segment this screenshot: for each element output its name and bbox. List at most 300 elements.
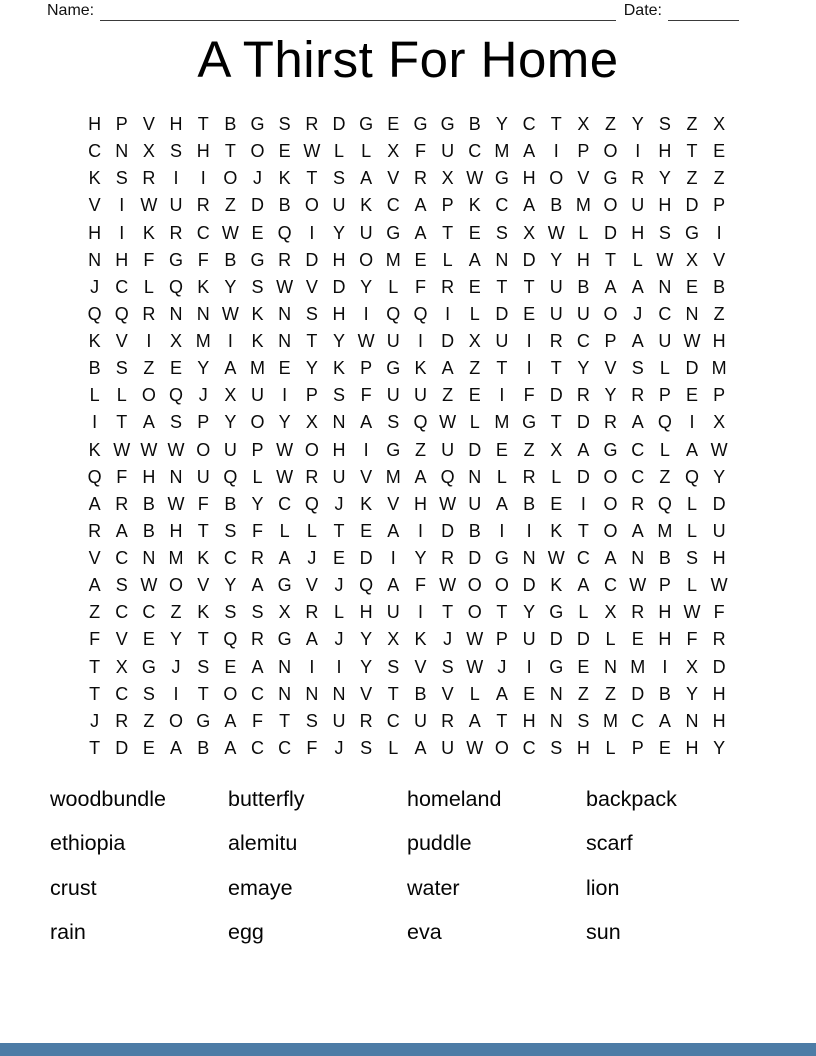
grid-letter: U xyxy=(169,195,183,216)
grid-letter: S xyxy=(197,656,210,677)
grid-letter: Z xyxy=(686,168,698,189)
grid-letter: G xyxy=(413,114,428,135)
grid-letter: T xyxy=(306,168,318,189)
grid-letter: U xyxy=(413,385,427,406)
grid-letter: C xyxy=(115,276,129,297)
grid-letter: N xyxy=(332,683,346,704)
grid-letter: K xyxy=(251,303,264,324)
grid-letter: W xyxy=(466,168,484,189)
grid-letter: S xyxy=(278,114,291,135)
grid-letter: W xyxy=(357,331,375,352)
name-label: Name: xyxy=(47,2,95,19)
grid-letter: W xyxy=(276,439,294,460)
grid-letter: O xyxy=(603,141,618,162)
grid-letter: H xyxy=(631,222,645,243)
grid-letter: L xyxy=(551,466,562,487)
grid-letter: G xyxy=(522,412,537,433)
grid-letter: W xyxy=(466,737,484,758)
grid-letter: S xyxy=(170,141,183,162)
grid-letter: O xyxy=(494,737,509,758)
grid-letter: J xyxy=(334,737,344,758)
grid-letter: S xyxy=(170,412,183,433)
grid-letter: H xyxy=(332,439,346,460)
grid-letter: I xyxy=(227,331,233,352)
grid-letter: H xyxy=(685,737,699,758)
grid-letter: A xyxy=(631,331,644,352)
grid-letter: V xyxy=(441,683,454,704)
grid-letter: Y xyxy=(278,412,291,433)
grid-letter: C xyxy=(251,737,265,758)
grid-letter: N xyxy=(332,412,346,433)
grid-letter: B xyxy=(550,195,563,216)
grid-letter: S xyxy=(387,412,400,433)
grid-letter: C xyxy=(631,466,645,487)
grid-letter: O xyxy=(223,683,238,704)
grid-letter: W xyxy=(221,222,239,243)
grid-letter: R xyxy=(413,168,427,189)
grid-letter: E xyxy=(170,358,183,379)
grid-letter: F xyxy=(143,249,155,270)
grid-letter: E xyxy=(686,385,699,406)
grid-letter: E xyxy=(332,548,345,569)
grid-letter: N xyxy=(658,276,672,297)
grid-letter: J xyxy=(198,385,208,406)
grid-letter: R xyxy=(441,276,455,297)
grid-letter: F xyxy=(197,249,209,270)
grid-letter: N xyxy=(685,710,699,731)
grid-letter: P xyxy=(495,629,508,650)
grid-letter: T xyxy=(89,656,101,677)
word-item: alemitu xyxy=(228,831,298,856)
grid-letter: H xyxy=(712,710,726,731)
grid-letter: U xyxy=(576,303,590,324)
grid-letter: V xyxy=(88,195,101,216)
grid-letter: N xyxy=(604,656,618,677)
grid-letter: P xyxy=(604,331,617,352)
grid-letter: O xyxy=(169,710,184,731)
grid-letter: Z xyxy=(442,385,454,406)
grid-letter: L xyxy=(687,520,698,541)
grid-letter: U xyxy=(468,493,482,514)
grid-letter: A xyxy=(577,439,590,460)
grid-letter: L xyxy=(605,629,616,650)
grid-letter: Q xyxy=(277,222,292,243)
grid-letter: D xyxy=(441,331,455,352)
grid-letter: M xyxy=(630,656,646,677)
grid-letter: A xyxy=(88,493,101,514)
grid-letter: C xyxy=(88,141,102,162)
grid-letter: N xyxy=(169,303,183,324)
grid-letter: Y xyxy=(495,114,508,135)
grid-letter: R xyxy=(251,629,265,650)
grid-letter: V xyxy=(115,629,128,650)
grid-letter: L xyxy=(578,222,589,243)
grid-letter: C xyxy=(631,710,645,731)
grid-letter: R xyxy=(549,331,563,352)
grid-letter: Y xyxy=(197,358,210,379)
grid-letter: L xyxy=(659,439,670,460)
grid-letter: E xyxy=(360,520,373,541)
grid-letter: U xyxy=(495,331,509,352)
grid-letter: A xyxy=(278,548,291,569)
grid-letter: B xyxy=(523,493,536,514)
grid-letter: S xyxy=(658,114,671,135)
grid-letter: G xyxy=(603,168,618,189)
grid-letter: R xyxy=(631,493,645,514)
grid-letter: A xyxy=(523,195,536,216)
grid-letter: Y xyxy=(550,249,563,270)
grid-letter: Y xyxy=(332,331,345,352)
grid-letter: E xyxy=(468,276,481,297)
grid-letter: P xyxy=(631,737,644,758)
grid-letter: Y xyxy=(631,114,644,135)
grid-letter: C xyxy=(115,548,129,569)
grid-letter: A xyxy=(631,412,644,433)
grid-letter: Z xyxy=(577,683,589,704)
grid-letter: C xyxy=(576,548,590,569)
grid-letter: H xyxy=(115,249,129,270)
grid-letter: T xyxy=(89,737,101,758)
grid-letter: T xyxy=(550,114,562,135)
grid-letter: T xyxy=(197,683,209,704)
grid-letter: V xyxy=(115,331,128,352)
grid-letter: T xyxy=(523,276,535,297)
grid-letter: F xyxy=(686,629,698,650)
word-item: scarf xyxy=(586,831,633,856)
word-item: rain xyxy=(50,920,86,945)
grid-letter: F xyxy=(713,602,725,623)
grid-letter: A xyxy=(224,710,237,731)
grid-letter: F xyxy=(89,629,101,650)
grid-letter: D xyxy=(631,683,645,704)
grid-letter: D xyxy=(251,195,265,216)
grid-letter: A xyxy=(658,710,671,731)
letter-grid xyxy=(81,111,733,762)
grid-letter: F xyxy=(414,141,426,162)
grid-letter: Q xyxy=(359,575,374,596)
grid-letter: A xyxy=(686,439,699,460)
grid-letter: V xyxy=(305,276,318,297)
grid-letter: S xyxy=(441,656,454,677)
grid-letter: D xyxy=(549,629,563,650)
grid-letter: D xyxy=(305,249,319,270)
grid-letter: T xyxy=(333,520,345,541)
grid-letter: R xyxy=(278,249,292,270)
grid-letter: Y xyxy=(224,276,237,297)
grid-letter: A xyxy=(414,222,427,243)
grid-letter: M xyxy=(494,412,510,433)
grid-letter: A xyxy=(604,276,617,297)
grid-letter: Q xyxy=(223,466,238,487)
grid-letter: U xyxy=(251,385,265,406)
grid-letter: W xyxy=(683,331,701,352)
grid-letter: Y xyxy=(332,222,345,243)
grid-letter: D xyxy=(115,737,129,758)
grid-letter: D xyxy=(441,520,455,541)
grid-letter: G xyxy=(549,602,564,623)
grid-letter: T xyxy=(116,412,128,433)
grid-letter: E xyxy=(495,439,508,460)
grid-letter: G xyxy=(277,629,292,650)
grid-letter: R xyxy=(115,493,129,514)
grid-letter: C xyxy=(468,141,482,162)
grid-letter: L xyxy=(605,737,616,758)
grid-letter: X xyxy=(713,114,726,135)
grid-letter: V xyxy=(604,358,617,379)
grid-letter: I xyxy=(119,222,125,243)
grid-letter: H xyxy=(88,114,102,135)
grid-letter: D xyxy=(576,629,590,650)
grid-letter: D xyxy=(468,548,482,569)
grid-letter: C xyxy=(115,602,129,623)
grid-letter: H xyxy=(576,249,590,270)
date-label: Date: xyxy=(623,2,662,19)
grid-letter: D xyxy=(712,493,726,514)
grid-letter: R xyxy=(441,710,455,731)
grid-letter: S xyxy=(142,683,155,704)
grid-letter: Y xyxy=(224,412,237,433)
grid-letter: T xyxy=(197,114,209,135)
grid-letter: P xyxy=(115,114,128,135)
grid-letter: Z xyxy=(89,602,101,623)
grid-letter: Z xyxy=(659,466,671,487)
grid-letter: K xyxy=(88,168,101,189)
grid-letter: A xyxy=(88,575,101,596)
grid-letter: V xyxy=(387,493,400,514)
word-item: egg xyxy=(228,920,264,945)
grid-letter: V xyxy=(414,656,427,677)
grid-letter: T xyxy=(279,710,291,731)
word-item: puddle xyxy=(407,831,472,856)
grid-letter: R xyxy=(712,629,726,650)
grid-letter: K xyxy=(142,222,155,243)
grid-letter: E xyxy=(550,493,563,514)
grid-letter: V xyxy=(360,683,373,704)
grid-letter: B xyxy=(142,520,155,541)
grid-letter: C xyxy=(386,710,400,731)
grid-letter: K xyxy=(360,195,373,216)
grid-letter: L xyxy=(578,602,589,623)
grid-letter: L xyxy=(333,141,344,162)
grid-letter: P xyxy=(360,358,373,379)
grid-letter: H xyxy=(658,629,672,650)
grid-letter: L xyxy=(388,737,399,758)
grid-letter: F xyxy=(414,575,426,596)
grid-letter: T xyxy=(197,629,209,650)
grid-letter: U xyxy=(549,303,563,324)
grid-letter: T xyxy=(496,276,508,297)
grid-letter: H xyxy=(196,141,210,162)
grid-letter: W xyxy=(221,303,239,324)
grid-letter: U xyxy=(359,222,373,243)
grid-letter: I xyxy=(526,656,532,677)
grid-letter: U xyxy=(413,710,427,731)
grid-letter: M xyxy=(195,331,211,352)
grid-letter: X xyxy=(224,385,237,406)
grid-letter: R xyxy=(196,195,210,216)
grid-letter: A xyxy=(115,520,128,541)
grid-letter: P xyxy=(577,141,590,162)
grid-letter: F xyxy=(197,493,209,514)
word-item: eva xyxy=(407,920,442,945)
grid-letter: X xyxy=(387,629,400,650)
grid-letter: S xyxy=(115,575,128,596)
word-item: backpack xyxy=(586,786,677,811)
grid-letter: W xyxy=(439,412,457,433)
grid-letter: O xyxy=(494,575,509,596)
grid-letter: E xyxy=(387,114,400,135)
grid-letter: O xyxy=(549,168,564,189)
grid-letter: F xyxy=(116,466,128,487)
grid-letter: Z xyxy=(170,602,182,623)
grid-letter: J xyxy=(334,575,344,596)
grid-letter: M xyxy=(603,710,619,731)
grid-letter: E xyxy=(142,629,155,650)
grid-letter: B xyxy=(658,548,671,569)
grid-letter: B xyxy=(468,520,481,541)
grid-letter: A xyxy=(468,249,481,270)
grid-letter: C xyxy=(223,548,237,569)
grid-letter: I xyxy=(526,358,532,379)
grid-letter: I xyxy=(282,385,288,406)
grid-letter: D xyxy=(685,195,699,216)
grid-letter: X xyxy=(278,602,291,623)
grid-letter: V xyxy=(142,114,155,135)
grid-letter: X xyxy=(441,168,454,189)
grid-letter: Y xyxy=(414,548,427,569)
grid-letter: G xyxy=(440,114,455,135)
word-list xyxy=(50,777,766,955)
grid-letter: S xyxy=(332,168,345,189)
grid-letter: Z xyxy=(605,114,617,135)
grid-letter: I xyxy=(146,331,152,352)
grid-letter: S xyxy=(658,222,671,243)
name-blank-line xyxy=(100,4,616,21)
grid-letter: T xyxy=(550,412,562,433)
grid-letter: T xyxy=(550,358,562,379)
grid-letter: S xyxy=(686,548,699,569)
grid-letter: Y xyxy=(604,385,617,406)
grid-letter: U xyxy=(549,276,563,297)
grid-letter: T xyxy=(686,141,698,162)
grid-letter: K xyxy=(197,602,210,623)
grid-letter: P xyxy=(197,412,210,433)
grid-letter: Z xyxy=(713,168,725,189)
grid-letter: A xyxy=(170,737,183,758)
grid-letter: L xyxy=(632,249,643,270)
grid-letter: I xyxy=(499,385,505,406)
grid-letter: X xyxy=(686,249,699,270)
grid-letter: E xyxy=(142,737,155,758)
grid-letter: R xyxy=(305,114,319,135)
grid-letter: E xyxy=(631,629,644,650)
grid-letter: W xyxy=(167,493,185,514)
grid-letter: W xyxy=(276,276,294,297)
grid-letter: X xyxy=(387,141,400,162)
grid-letter: V xyxy=(713,249,726,270)
grid-letter: Y xyxy=(170,629,183,650)
grid-letter: G xyxy=(250,249,265,270)
grid-letter: D xyxy=(332,276,346,297)
grid-letter: N xyxy=(305,683,319,704)
grid-letter: V xyxy=(197,575,210,596)
grid-letter: M xyxy=(575,195,591,216)
grid-letter: L xyxy=(659,358,670,379)
grid-letter: L xyxy=(116,385,127,406)
grid-letter: A xyxy=(414,466,427,487)
grid-letter: Q xyxy=(657,412,672,433)
bottom-accent-bar xyxy=(0,1043,816,1056)
grid-letter: W xyxy=(276,466,294,487)
grid-letter: O xyxy=(223,168,238,189)
grid-letter: M xyxy=(385,466,401,487)
grid-letter: D xyxy=(604,222,618,243)
grid-letter: B xyxy=(224,114,237,135)
grid-letter: O xyxy=(603,303,618,324)
grid-letter: Z xyxy=(713,303,725,324)
grid-letter: A xyxy=(441,358,454,379)
grid-letter: Z xyxy=(143,358,155,379)
grid-letter: K xyxy=(360,493,373,514)
grid-letter: R xyxy=(441,548,455,569)
grid-letter: V xyxy=(305,575,318,596)
grid-letter: T xyxy=(306,331,318,352)
grid-letter: H xyxy=(413,493,427,514)
grid-letter: I xyxy=(309,656,315,677)
grid-letter: Z xyxy=(143,710,155,731)
grid-letter: F xyxy=(523,385,535,406)
grid-letter: I xyxy=(417,602,423,623)
grid-letter: A xyxy=(495,683,508,704)
grid-letter: O xyxy=(141,385,156,406)
grid-letter: Q xyxy=(386,303,401,324)
grid-letter: K xyxy=(197,276,210,297)
grid-letter: P xyxy=(713,385,726,406)
grid-letter: Y xyxy=(305,358,318,379)
grid-letter: N xyxy=(631,548,645,569)
grid-letter: F xyxy=(252,710,264,731)
grid-letter: I xyxy=(526,331,532,352)
grid-letter: X xyxy=(604,602,617,623)
grid-letter: L xyxy=(143,276,154,297)
grid-letter: I xyxy=(553,141,559,162)
grid-letter: R xyxy=(305,602,319,623)
grid-letter: C xyxy=(495,195,509,216)
grid-letter: Z xyxy=(224,195,236,216)
grid-letter: M xyxy=(711,358,727,379)
grid-letter: U xyxy=(631,195,645,216)
grid-letter: A xyxy=(414,737,427,758)
grid-letter: J xyxy=(90,276,100,297)
grid-letter: T xyxy=(496,710,508,731)
grid-letter: G xyxy=(494,548,509,569)
grid-letter: P xyxy=(713,195,726,216)
grid-letter: A xyxy=(251,656,264,677)
grid-letter: G xyxy=(386,439,401,460)
grid-letter: L xyxy=(687,575,698,596)
grid-letter: Y xyxy=(658,168,671,189)
grid-letter: L xyxy=(252,466,263,487)
grid-letter: A xyxy=(224,737,237,758)
grid-letter: T xyxy=(224,141,236,162)
grid-letter: Y xyxy=(360,629,373,650)
grid-letter: E xyxy=(414,249,427,270)
grid-letter: H xyxy=(522,168,536,189)
grid-letter: R xyxy=(631,168,645,189)
grid-letter: Q xyxy=(169,276,184,297)
grid-letter: K xyxy=(251,331,264,352)
grid-letter: X xyxy=(305,412,318,433)
